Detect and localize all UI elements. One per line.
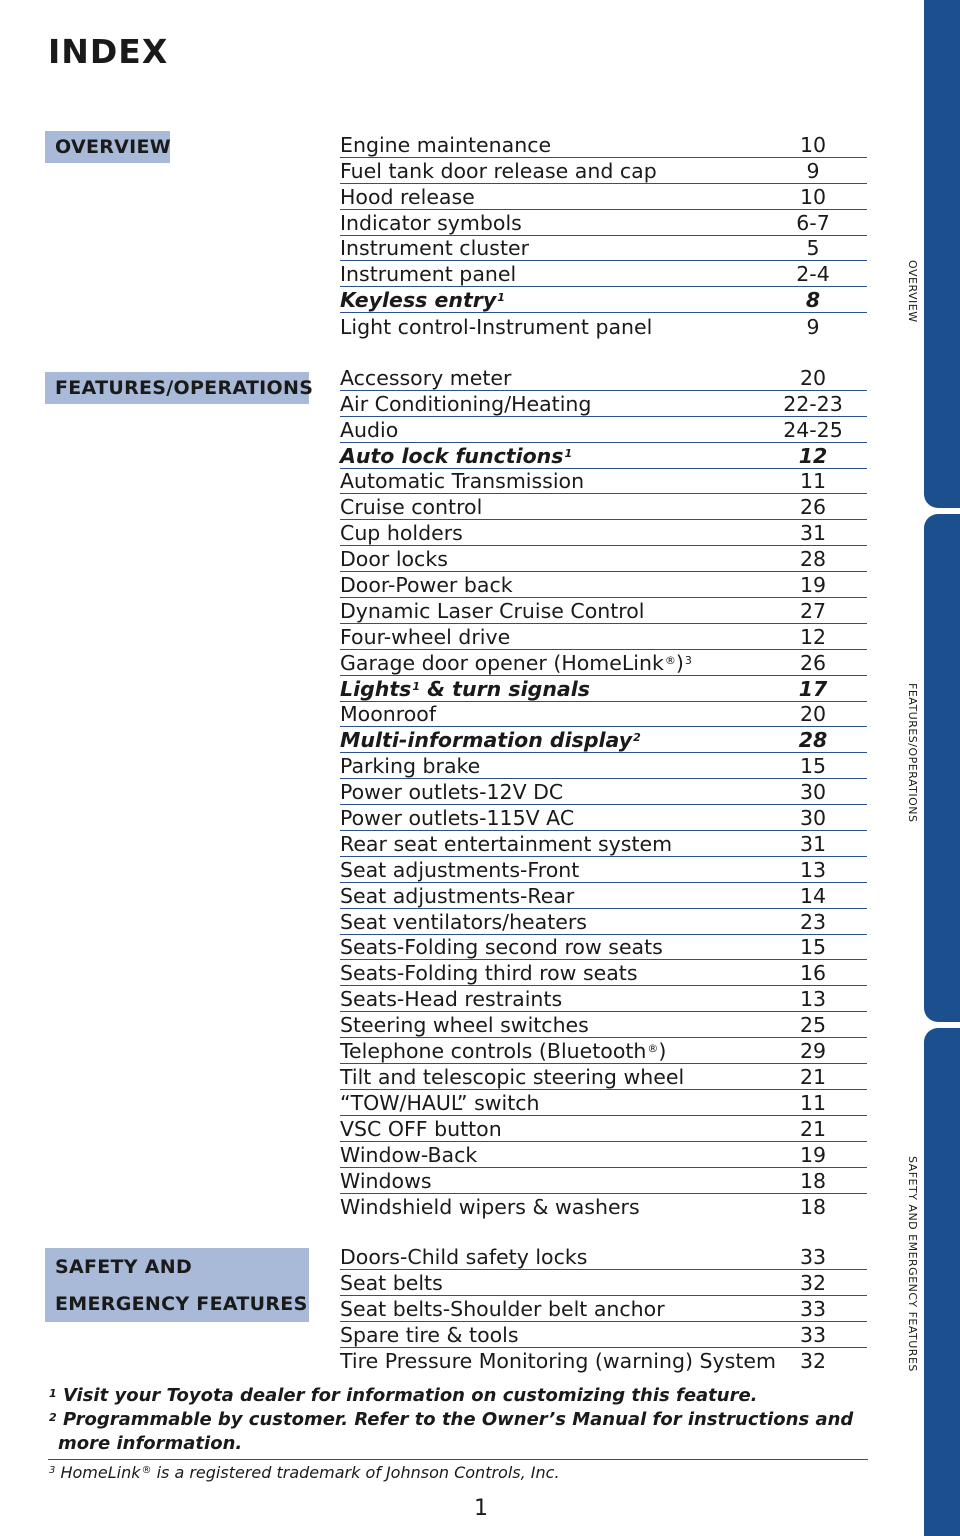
index-entry-page: 18 <box>799 1195 827 1220</box>
index-entry-page: 10 <box>799 132 827 157</box>
index-entry-name: Seats-Head restraints <box>340 987 563 1012</box>
index-entry <box>340 702 867 728</box>
tab-features-operations[interactable] <box>924 514 960 1022</box>
index-entry-name: Seat belts-Shoulder belt anchor <box>340 1296 665 1321</box>
index-entry-name: Parking brake <box>340 754 481 779</box>
index-entry <box>340 546 867 572</box>
page-title: INDEX <box>48 32 169 71</box>
index-entry-page: 28 <box>799 547 827 572</box>
index-entry-page: 15 <box>799 754 827 779</box>
index-entry-page: 11 <box>799 469 827 494</box>
index-entry <box>340 572 867 598</box>
index-entry-page: 21 <box>799 1064 827 1089</box>
index-entry-name: Seat adjustments-Rear <box>340 883 575 908</box>
tab-overview[interactable] <box>924 0 960 508</box>
index-entry-page: 22-23 <box>783 391 843 416</box>
index-entry-name: Windshield wipers & washers <box>340 1195 640 1220</box>
index-entry-name: Doors-Child safety locks <box>340 1244 588 1269</box>
index-entry-name: Automatic Transmission <box>340 469 585 494</box>
index-entry-name: Cup holders <box>340 521 463 546</box>
index-entry <box>340 158 867 184</box>
index-entry-page: 23 <box>799 909 827 934</box>
index-entry <box>340 727 867 753</box>
index-entry <box>340 391 867 417</box>
index-entry <box>340 1194 867 1220</box>
index-entry <box>340 779 867 805</box>
index-entry <box>340 1090 867 1116</box>
index-entry-name: Auto lock functions$^1$ <box>340 443 573 468</box>
index-entry-page: 16 <box>799 961 827 986</box>
index-entry-page: 12 <box>798 443 828 468</box>
tab-label-features-operations[interactable]: FEATURES/OPERATIONS <box>906 683 919 823</box>
index-entry-page: 19 <box>799 1142 827 1167</box>
index-entry-page: 18 <box>799 1168 827 1193</box>
index-entry-name: Fuel tank door release and cap <box>340 158 657 183</box>
index-entry <box>340 1168 867 1194</box>
index-entry-page: 17 <box>798 676 828 701</box>
index-entry-page: 15 <box>799 935 827 960</box>
index-entry-page: 30 <box>799 780 827 805</box>
index-entry-page: 33 <box>799 1244 827 1269</box>
index-entry <box>340 753 867 779</box>
index-entry-name: Door locks <box>340 547 448 572</box>
index-entry-name: Spare tire & tools <box>340 1322 519 1347</box>
index-entry-name: Tilt and telescopic steering wheel <box>340 1064 685 1089</box>
safety-entry-list <box>340 1244 867 1373</box>
index-entry <box>340 261 867 287</box>
footnote-divider <box>48 1459 868 1460</box>
index-entry-page: 32 <box>799 1349 827 1374</box>
index-entry <box>340 1348 867 1374</box>
index-entry-name: Hood release <box>340 184 475 209</box>
index-entry-page: 2-4 <box>796 262 830 287</box>
section-label-safety <box>45 1248 309 1322</box>
index-entry-name: Seat ventilators/heaters <box>340 909 587 934</box>
index-entry-name: Rear seat entertainment system <box>340 831 673 856</box>
index-entry <box>340 676 867 702</box>
index-entry <box>340 313 867 339</box>
index-entry-page: 31 <box>799 521 827 546</box>
footnotes <box>48 1384 868 1456</box>
index-entry-page: 19 <box>799 573 827 598</box>
section-label-overview: OVERVIEW <box>45 131 170 163</box>
index-entry-page: 12 <box>799 624 827 649</box>
index-entry-name: Accessory meter <box>340 365 512 390</box>
index-entry-page: 11 <box>799 1090 827 1115</box>
index-entry <box>340 494 867 520</box>
index-entry-name: Keyless entry$^1$ <box>340 288 505 313</box>
index-entry-page: 8 <box>805 288 821 313</box>
index-entry <box>340 1064 867 1090</box>
index-entry-name: Light control-Instrument panel <box>340 315 653 340</box>
index-entry <box>340 520 867 546</box>
index-entry-name: Seats-Folding third row seats <box>340 961 638 986</box>
index-entry-page: 32 <box>799 1270 827 1295</box>
index-entry <box>340 1296 867 1322</box>
index-entry <box>340 1244 867 1270</box>
index-entry-page: 20 <box>799 702 827 727</box>
footnote-2-continued: more information. <box>58 1433 243 1454</box>
index-entry-name: Telephone controls (Bluetooth®) <box>340 1039 667 1064</box>
index-entry <box>340 909 867 935</box>
index-entry-page: 20 <box>799 365 827 390</box>
index-entry <box>340 831 867 857</box>
index-entry-name: Seat belts <box>340 1270 443 1295</box>
index-entry-name: Garage door opener (HomeLink®)$^3$ <box>340 650 692 675</box>
index-entry-name: Instrument cluster <box>340 236 530 261</box>
index-entry-name: Seats-Folding second row seats <box>340 935 663 960</box>
index-entry <box>340 1012 867 1038</box>
index-entry-page: 31 <box>799 831 827 856</box>
index-entry-name: Instrument panel <box>340 262 517 287</box>
index-entry <box>340 1322 867 1348</box>
index-entry-name: Audio <box>340 417 399 442</box>
index-entry-page: 25 <box>799 1013 827 1038</box>
overview-entry-list <box>340 132 867 339</box>
index-entry-name: VSC OFF button <box>340 1116 502 1141</box>
index-entry-name: Lights$^1$ & turn signals <box>340 676 590 701</box>
index-entry-page: 13 <box>799 987 827 1012</box>
index-entry <box>340 960 867 986</box>
index-entry <box>340 598 867 624</box>
index-entry-name: “TOW/HAUL” switch <box>340 1090 540 1115</box>
index-entry <box>340 1038 867 1064</box>
index-entry-name: Air Conditioning/Heating <box>340 391 592 416</box>
index-entry <box>340 935 867 961</box>
index-entry-page: 21 <box>799 1116 827 1141</box>
section-label-features: FEATURES/OPERATIONS <box>45 372 309 404</box>
index-entry-page: 10 <box>799 184 827 209</box>
features-entry-list <box>340 365 867 1219</box>
footnote-1: $^1$ Visit your Toyota dealer for information on customizing this feature. <box>49 1385 758 1406</box>
index-entry-name: Windows <box>340 1168 432 1193</box>
index-entry-page: 6-7 <box>796 210 830 235</box>
index-entry-page: 28 <box>798 728 828 753</box>
index-entry <box>340 986 867 1012</box>
index-entry-name: Dynamic Laser Cruise Control <box>340 598 645 623</box>
index-entry-page: 5 <box>806 236 820 261</box>
index-entry-name: Four-wheel drive <box>340 624 511 649</box>
index-entry-page: 13 <box>799 857 827 882</box>
index-entry <box>340 365 867 391</box>
tab-safety-emergency[interactable] <box>924 1028 960 1536</box>
footnote-2: $^2$ Programmable by customer. Refer to the Owner’s Manual for instructions and <box>49 1409 854 1430</box>
index-entry <box>340 624 867 650</box>
index-entry-page: 33 <box>799 1322 827 1347</box>
index-entry-name: Moonroof <box>340 702 437 727</box>
index-entry-name: Engine maintenance <box>340 132 552 157</box>
index-entry-page: 33 <box>799 1296 827 1321</box>
side-tab-strip <box>924 0 960 1536</box>
index-entry-page: 26 <box>799 495 827 520</box>
index-entry-name: Tire Pressure Monitoring (warning) System <box>340 1349 776 1374</box>
index-entry <box>340 417 867 443</box>
page-number: 1 <box>474 1496 488 1521</box>
index-entry <box>340 650 867 676</box>
index-entry <box>340 287 867 313</box>
index-entry <box>340 443 867 469</box>
index-entry <box>340 184 867 210</box>
section-label-safety-line1: SAFETY AND <box>55 1256 193 1278</box>
tab-label-safety-emergency[interactable]: SAFETY AND EMERGENCY FEATURES <box>906 1156 919 1372</box>
index-entry-name: Indicator symbols <box>340 210 522 235</box>
index-entry-name: Window-Back <box>340 1142 478 1167</box>
index-entry-page: 29 <box>799 1039 827 1064</box>
index-entry-page: 9 <box>806 158 820 183</box>
index-entry-name: Seat adjustments-Front <box>340 857 580 882</box>
index-entry <box>340 1142 867 1168</box>
index-entry <box>340 236 867 262</box>
index-entry <box>340 469 867 495</box>
index-entry-page: 26 <box>799 650 827 675</box>
index-entry-name: Power outlets-115V AC <box>340 806 575 831</box>
index-entry-page: 24-25 <box>783 417 843 442</box>
index-entry <box>340 883 867 909</box>
index-entry <box>340 1116 867 1142</box>
index-entry-page: 27 <box>799 598 827 623</box>
index-entry-page: 9 <box>806 315 820 340</box>
index-entry <box>340 857 867 883</box>
index-entry <box>340 132 867 158</box>
footnote-3: $^3$ HomeLink® is a registered trademark of Johnson Controls, Inc. <box>49 1463 560 1482</box>
index-entry-name: Cruise control <box>340 495 483 520</box>
index-entry <box>340 210 867 236</box>
index-entry-page: 14 <box>799 883 827 908</box>
section-label-safety-line2: EMERGENCY FEATURES <box>55 1293 308 1315</box>
index-entry <box>340 805 867 831</box>
tab-label-overview[interactable]: OVERVIEW <box>906 260 919 323</box>
index-entry-page: 30 <box>799 806 827 831</box>
index-entry-name: Door-Power back <box>340 573 513 598</box>
index-entry <box>340 1270 867 1296</box>
index-entry-name: Multi-information display$^2$ <box>340 728 641 753</box>
index-entry-name: Power outlets-12V DC <box>340 780 564 805</box>
index-entry-name: Steering wheel switches <box>340 1013 589 1038</box>
